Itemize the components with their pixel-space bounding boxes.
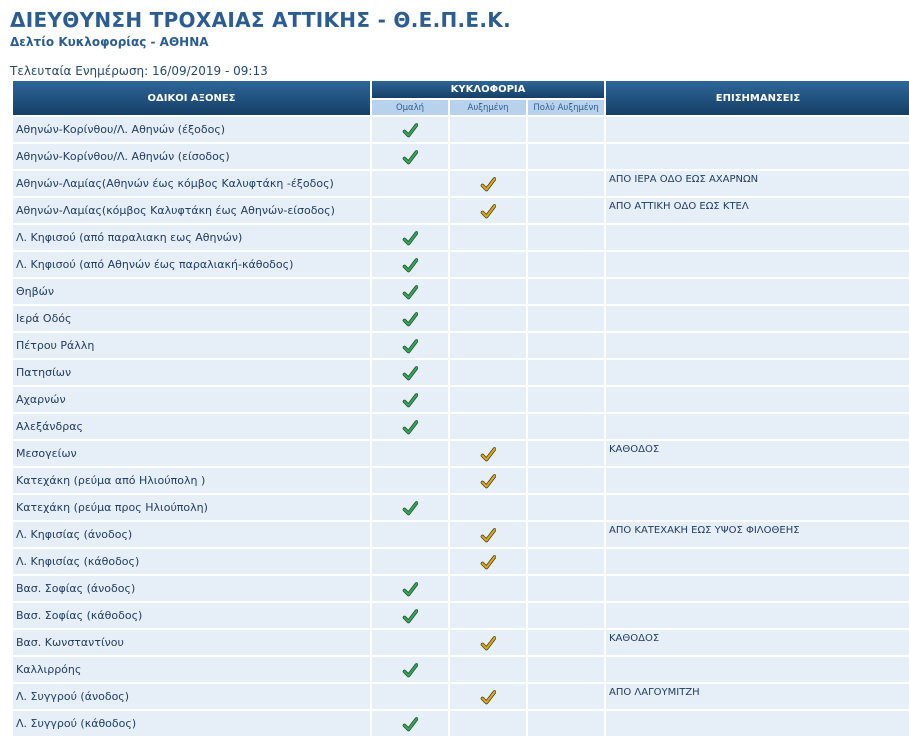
road-note	[606, 603, 909, 628]
road-note	[606, 414, 909, 439]
table-row	[13, 603, 909, 628]
traffic-level-cell	[450, 360, 526, 385]
traffic-level-cell	[528, 144, 604, 169]
checkmark-icon	[402, 311, 418, 327]
last-update	[10, 64, 268, 78]
table-row	[13, 198, 909, 223]
road-name: Αθηνών-Κορίνθου/Λ. Αθηνών (είσοδος)	[13, 144, 370, 169]
header-roads: ΟΔΙΚΟΙ ΑΞΟΝΕΣ	[13, 81, 370, 115]
traffic-level-cell	[450, 144, 526, 169]
road-name: Πατησίων	[13, 360, 370, 385]
traffic-level-cell	[372, 198, 448, 223]
table-row	[13, 657, 909, 682]
table-row	[13, 576, 909, 601]
traffic-level-cell	[528, 549, 604, 574]
traffic-level-cell	[450, 414, 526, 439]
checkmark-icon	[480, 527, 496, 543]
table-row	[13, 549, 909, 574]
traffic-level-cell	[372, 414, 448, 439]
road-note	[606, 549, 909, 574]
traffic-level-cell	[528, 414, 604, 439]
checkmark-icon	[480, 203, 496, 219]
road-name: Αχαρνών	[13, 387, 370, 412]
checkmark-icon	[402, 149, 418, 165]
table-row	[13, 225, 909, 250]
traffic-level-cell	[372, 225, 448, 250]
traffic-level-cell	[372, 252, 448, 277]
road-name: Πέτρου Ράλλη	[13, 333, 370, 358]
road-name: Ιερά Οδός	[13, 306, 370, 331]
table-row	[13, 414, 909, 439]
header-traffic: ΚΥΚΛΟΦΟΡΙΑ	[372, 81, 604, 98]
road-name: Αλεξάνδρας	[13, 414, 370, 439]
road-name: Καλλιρρόης	[13, 657, 370, 682]
traffic-level-cell	[528, 333, 604, 358]
checkmark-icon	[402, 662, 418, 678]
checkmark-icon	[402, 419, 418, 435]
traffic-level-cell	[450, 576, 526, 601]
traffic-level-cell	[528, 279, 604, 304]
road-name: Θηβών	[13, 279, 370, 304]
table-row	[13, 441, 909, 466]
road-note	[606, 252, 909, 277]
road-name: Λ. Κηφισού (από παραλιακη εως Αθηνών)	[13, 225, 370, 250]
traffic-level-cell	[372, 549, 448, 574]
traffic-level-cell	[450, 306, 526, 331]
table-row	[13, 144, 909, 169]
traffic-level-cell	[372, 171, 448, 196]
table-row	[13, 711, 909, 736]
header-level-very-increased: Πολύ Αυξημένη	[528, 100, 604, 115]
road-note: ΑΠΟ ΑΤΤΙΚΗ ΟΔΟ ΕΩΣ ΚΤΕΛ	[606, 198, 909, 223]
traffic-level-cell	[450, 333, 526, 358]
road-note: ΑΠΟ ΙΕΡΑ ΟΔΟ ΕΩΣ ΑΧΑΡΝΩΝ	[606, 171, 909, 196]
road-note	[606, 360, 909, 385]
traffic-level-cell	[372, 387, 448, 412]
traffic-level-cell	[450, 441, 526, 466]
traffic-level-cell	[528, 360, 604, 385]
road-note	[606, 225, 909, 250]
traffic-level-cell	[450, 198, 526, 223]
road-name: Βασ. Κωνσταντίνου	[13, 630, 370, 655]
road-name: Λ. Κηφισίας (άνοδος)	[13, 522, 370, 547]
checkmark-icon	[480, 554, 496, 570]
traffic-level-cell	[372, 306, 448, 331]
road-name: Κατεχάκη (ρεύμα από Ηλιούπολη )	[13, 468, 370, 493]
traffic-level-cell	[372, 576, 448, 601]
road-note	[606, 333, 909, 358]
road-name: Μεσογείων	[13, 441, 370, 466]
traffic-level-cell	[450, 603, 526, 628]
road-name: Λ. Συγγρού (άνοδος)	[13, 684, 370, 709]
traffic-level-cell	[528, 171, 604, 196]
checkmark-icon	[402, 365, 418, 381]
road-name: Βασ. Σοφίας (άνοδος)	[13, 576, 370, 601]
traffic-level-cell	[528, 576, 604, 601]
traffic-level-cell	[528, 630, 604, 655]
traffic-level-cell	[372, 630, 448, 655]
traffic-level-cell	[528, 522, 604, 547]
table-row	[13, 117, 909, 142]
traffic-level-cell	[372, 144, 448, 169]
table-row	[13, 333, 909, 358]
checkmark-icon	[480, 635, 496, 651]
checkmark-icon	[402, 257, 418, 273]
traffic-level-cell	[372, 333, 448, 358]
table-row	[13, 171, 909, 196]
table-row	[13, 387, 909, 412]
road-note	[606, 657, 909, 682]
road-note	[606, 495, 909, 520]
traffic-level-cell	[528, 441, 604, 466]
traffic-level-cell	[372, 657, 448, 682]
road-note: ΑΠΟ ΛΑΓΟΥΜΙΤΖΗ	[606, 684, 909, 709]
road-note: ΚΑΘΟΔΟΣ	[606, 630, 909, 655]
road-note	[606, 279, 909, 304]
road-note	[606, 576, 909, 601]
traffic-level-cell	[528, 117, 604, 142]
road-note	[606, 144, 909, 169]
road-name: Βασ. Σοφίας (κάθοδος)	[13, 603, 370, 628]
traffic-level-cell	[450, 522, 526, 547]
traffic-level-cell	[450, 171, 526, 196]
table-row	[13, 468, 909, 493]
traffic-rows	[13, 117, 909, 736]
traffic-level-cell	[450, 630, 526, 655]
traffic-level-cell	[372, 117, 448, 142]
traffic-level-cell	[528, 306, 604, 331]
last-update-label: Τελευταία Ενημέρωση:	[10, 64, 149, 78]
table-row	[13, 279, 909, 304]
checkmark-icon	[402, 284, 418, 300]
checkmark-icon	[402, 338, 418, 354]
road-note	[606, 117, 909, 142]
traffic-level-cell	[450, 684, 526, 709]
checkmark-icon	[402, 581, 418, 597]
page-subtitle: Δελτίο Κυκλοφορίας - ΑΘΗΝΑ	[10, 35, 209, 49]
last-update-value: 16/09/2019 - 09:13	[152, 64, 268, 78]
traffic-level-cell	[450, 495, 526, 520]
checkmark-icon	[402, 392, 418, 408]
traffic-level-cell	[450, 387, 526, 412]
header-level-increased: Αυξημένη	[450, 100, 526, 115]
road-name: Αθηνών-Λαμίας(κόμβος Καλυφτάκη έως Αθηνών-είσοδος)	[13, 198, 370, 223]
checkmark-icon	[402, 608, 418, 624]
traffic-level-cell	[528, 198, 604, 223]
road-name: Αθηνών-Λαμίας(Αθηνών έως κόμβος Καλυφτάκη -έξοδος)	[13, 171, 370, 196]
traffic-level-cell	[450, 225, 526, 250]
road-name: Κατεχάκη (ρεύμα προς Ηλιούπολη)	[13, 495, 370, 520]
traffic-level-cell	[528, 711, 604, 736]
table-row	[13, 252, 909, 277]
traffic-level-cell	[528, 468, 604, 493]
traffic-level-cell	[372, 441, 448, 466]
traffic-level-cell	[528, 225, 604, 250]
traffic-level-cell	[450, 711, 526, 736]
traffic-level-cell	[372, 603, 448, 628]
traffic-level-cell	[372, 468, 448, 493]
checkmark-icon	[480, 473, 496, 489]
traffic-level-cell	[450, 117, 526, 142]
traffic-level-cell	[450, 657, 526, 682]
traffic-level-cell	[372, 711, 448, 736]
table-row	[13, 306, 909, 331]
traffic-level-cell	[372, 522, 448, 547]
traffic-level-cell	[450, 252, 526, 277]
traffic-level-cell	[528, 657, 604, 682]
traffic-level-cell	[528, 495, 604, 520]
checkmark-icon	[480, 176, 496, 192]
header-level-normal: Ομαλή	[372, 100, 448, 115]
traffic-level-cell	[450, 279, 526, 304]
table-row	[13, 684, 909, 709]
road-note: ΑΠΟ ΚΑΤΕΧΑΚΗ ΕΩΣ ΥΨΟΣ ΦΙΛΟΘΕΗΣ	[606, 522, 909, 547]
road-note: ΚΑΘΟΔΟΣ	[606, 441, 909, 466]
page-title: ΔΙΕΥΘΥΝΣΗ ΤΡΟΧΑΙΑΣ ΑΤΤΙΚΗΣ - Θ.Ε.Π.Ε.Κ.	[10, 8, 511, 32]
checkmark-icon	[480, 446, 496, 462]
checkmark-icon	[402, 500, 418, 516]
road-note	[606, 387, 909, 412]
checkmark-icon	[402, 230, 418, 246]
road-name: Λ. Κηφισού (από Αθηνών έως παραλιακή-κάθοδος)	[13, 252, 370, 277]
table-row	[13, 630, 909, 655]
traffic-level-cell	[372, 684, 448, 709]
traffic-table	[11, 79, 909, 738]
table-row	[13, 360, 909, 385]
traffic-level-cell	[528, 387, 604, 412]
road-note	[606, 306, 909, 331]
traffic-level-cell	[528, 684, 604, 709]
traffic-level-cell	[528, 603, 604, 628]
table-row	[13, 495, 909, 520]
traffic-level-cell	[450, 468, 526, 493]
road-name: Λ. Κηφισίας (κάθοδος)	[13, 549, 370, 574]
checkmark-icon	[402, 122, 418, 138]
road-note	[606, 711, 909, 736]
traffic-level-cell	[528, 252, 604, 277]
checkmark-icon	[480, 689, 496, 705]
traffic-level-cell	[372, 495, 448, 520]
header-notes: ΕΠΙΣΗΜΑΝΣΕΙΣ	[606, 81, 909, 115]
checkmark-icon	[402, 716, 418, 732]
traffic-level-cell	[372, 279, 448, 304]
road-name: Λ. Συγγρού (κάθοδος)	[13, 711, 370, 736]
traffic-level-cell	[450, 549, 526, 574]
road-name: Αθηνών-Κορίνθου/Λ. Αθηνών (έξοδος)	[13, 117, 370, 142]
traffic-level-cell	[372, 360, 448, 385]
road-note	[606, 468, 909, 493]
table-row	[13, 522, 909, 547]
